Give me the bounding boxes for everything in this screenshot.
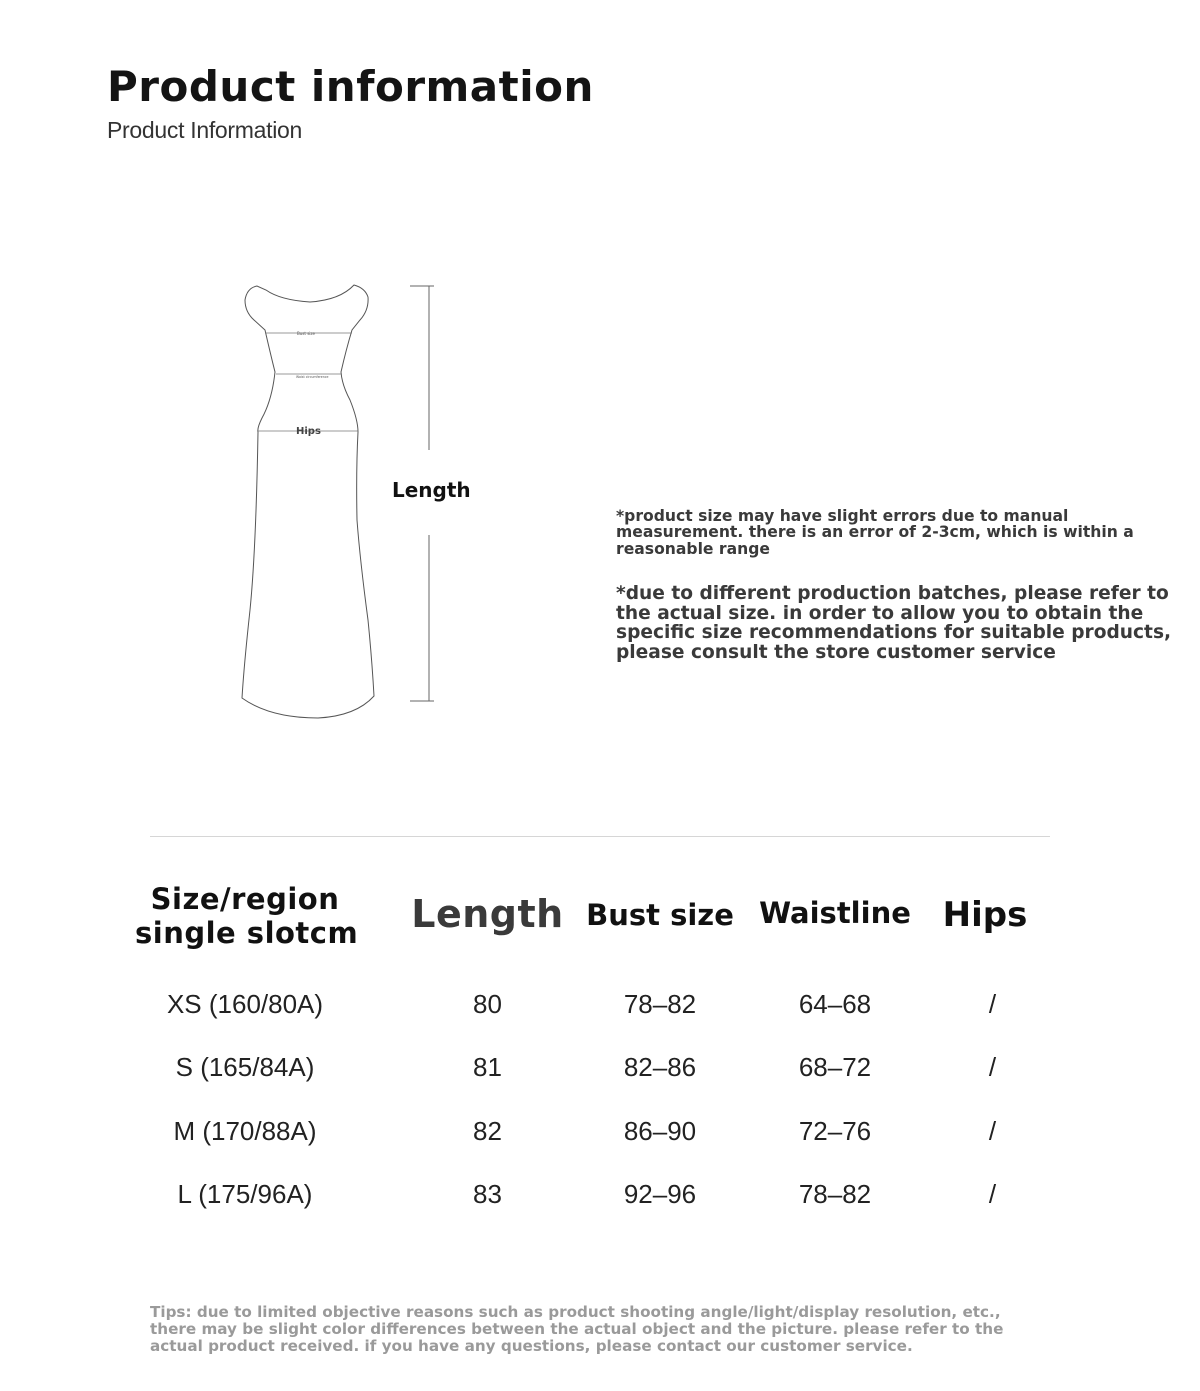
measurement-error-note: *product size may have slight errors due to manual measurement. there is an error of 2-3cm, which is within a reasonable range [616,507,1134,558]
bust-cell: 78–82 [623,989,697,1019]
divider [150,836,1050,837]
size-cell: L (175/96A) [177,1179,313,1209]
waist-cell: 68–72 [798,1052,872,1082]
dress-outline [242,285,374,718]
dress-measurement-diagram [230,280,470,725]
hips-cell: / [988,1116,997,1146]
tips-text: Tips: due to limited objective reasons such as product shooting angle/light/display resolution, etc., there may be slight color differences between the actual object and the picture. please refer to the actual product received. if you have any questions, please contact our customer service. [150,1303,1004,1356]
waist-label: Waist circumference [296,375,329,379]
bust-column-header: Bust size [586,898,734,932]
length-cell: 81 [473,1052,502,1082]
bust-size-label: Bust size [297,331,315,336]
size-header-line2: single slotcm [135,916,359,950]
table-row [0,1116,1200,1156]
waist-cell: 72–76 [798,1116,872,1146]
table-row [0,1179,1200,1219]
waist-cell: 64–68 [798,989,872,1019]
bust-cell: 86–90 [623,1116,697,1146]
length-cell: 80 [473,989,502,1019]
table-row [0,989,1200,1029]
size-column-header [135,882,359,950]
size-cell: S (165/84A) [175,1052,315,1082]
production-batch-note: *due to different production batches, please refer to the actual size. in order to allow you to obtain the specific size recommendations for suitable products, please consult the store customer service [616,583,1172,663]
waist-column-header: Waistline [759,896,911,930]
length-column-header: Length [411,892,564,936]
size-header-line1: Size/region [150,882,340,916]
bust-cell: 92–96 [623,1179,697,1209]
bust-cell: 82–86 [623,1052,697,1082]
hips-cell: / [988,1052,997,1082]
hips-column-header: Hips [942,895,1028,935]
length-label: Length [392,478,471,502]
size-cell: XS (160/80A) [166,989,324,1019]
size-cell: M (170/88A) [173,1116,317,1146]
page-subtitle: Product Information [107,117,303,143]
page-title: Product information [107,62,594,111]
length-cell: 82 [473,1116,502,1146]
waist-cell: 78–82 [798,1179,872,1209]
table-row [0,1052,1200,1092]
hips-cell: / [988,1179,997,1209]
hips-cell: / [988,989,997,1019]
length-cell: 83 [473,1179,502,1209]
hips-label: Hips [296,426,321,437]
